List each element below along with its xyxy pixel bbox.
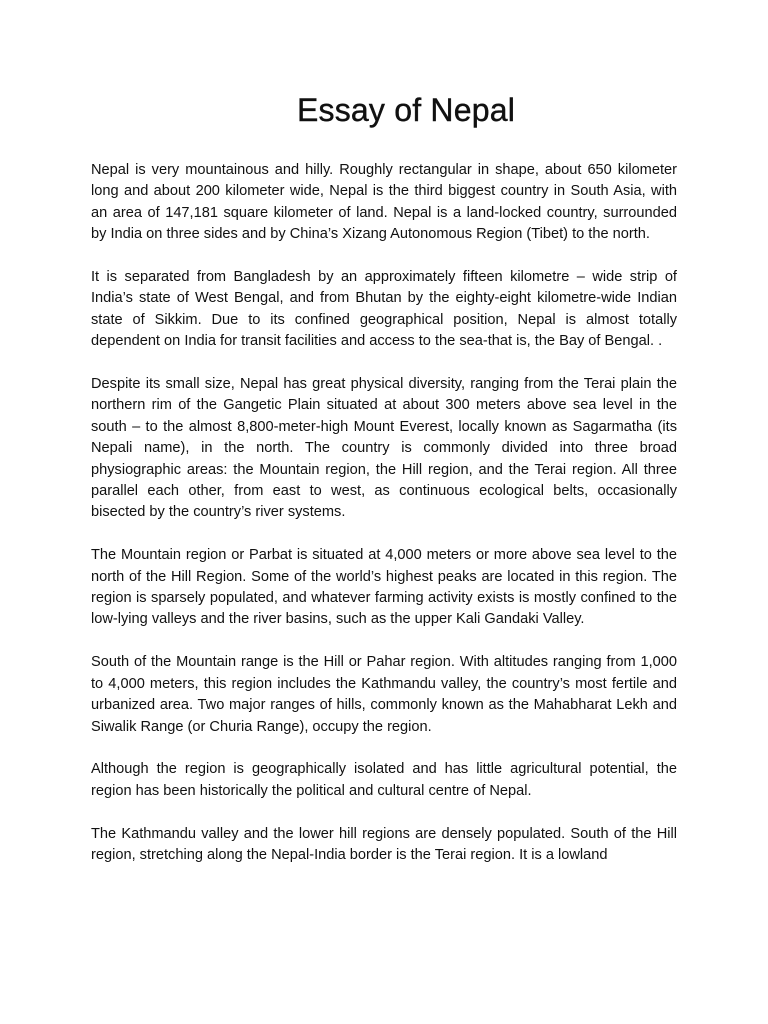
paragraph-3: Despite its small size, Nepal has great physical diversity, ranging from the Terai plain the northern rim of the Gangetic Plain situated at about 300 meters above sea level in the south – to the almost 8,800-meter-high Mount Everest, locally known as Sagarmatha (its Nepali name), in the north. The country is commonly divided into three broad physiographic areas: the Mountain region, the Hill region, and the Terai region. All three parallel each other, from east to west, as continuous ecological belts, occasionally bisected by the country’s river systems.	[91, 376, 677, 521]
paragraph-1: Nepal is very mountainous and hilly. Roughly rectangular in shape, about 650 kilometer long and about 200 kilometer wide, Nepal is the third biggest country in South Asia, with an area of 147,181 square kilometer of land. Nepal is a land-locked country, surrounded by India on three sides and by China’s Xizang Autonomous Region (Tibet) to the north.	[91, 162, 677, 243]
paragraph-4: The Mountain region or Parbat is situated at 4,000 meters or more above sea level to the north of the Hill Region. Some of the world’s highest peaks are located in this region. The region is sparsely populated, and whatever farming activity exists is mostly confined to the low-lying valleys and the river basins, such as the upper Kali Gandaki Valley.	[91, 547, 677, 628]
paragraph-6: Although the region is geographically isolated and has little agricultural potential, the region has been historically the political and cultural centre of Nepal.	[91, 761, 677, 799]
document-title: Essay of Nepal	[296, 92, 516, 128]
document-body	[91, 160, 677, 888]
paragraph-7: The Kathmandu valley and the lower hill regions are densely populated. South of the Hill region, stretching along the Nepal-India border is the Terai region. It is a lowland	[91, 825, 677, 863]
paragraph-5: South of the Mountain range is the Hill or Pahar region. With altitudes ranging from 1,000 to 4,000 meters, this region includes the Kathmandu valley, the country’s most fertile and urbanized area. Two major ranges of hills, commonly known as the Mahabharat Lekh and Siwalik Range (or Churia Range), occupy the region.	[91, 654, 677, 735]
paragraph-2: It is separated from Bangladesh by an approximately fifteen kilometre – wide strip of India’s state of West Bengal, and from Bhutan by the eighty-eight kilometre-wide Indian state of Sikkim. Due to its confined geographical position, Nepal is almost totally dependent on India for transit facilities and access to the sea-that is, the Bay of Bengal. .	[91, 269, 677, 350]
